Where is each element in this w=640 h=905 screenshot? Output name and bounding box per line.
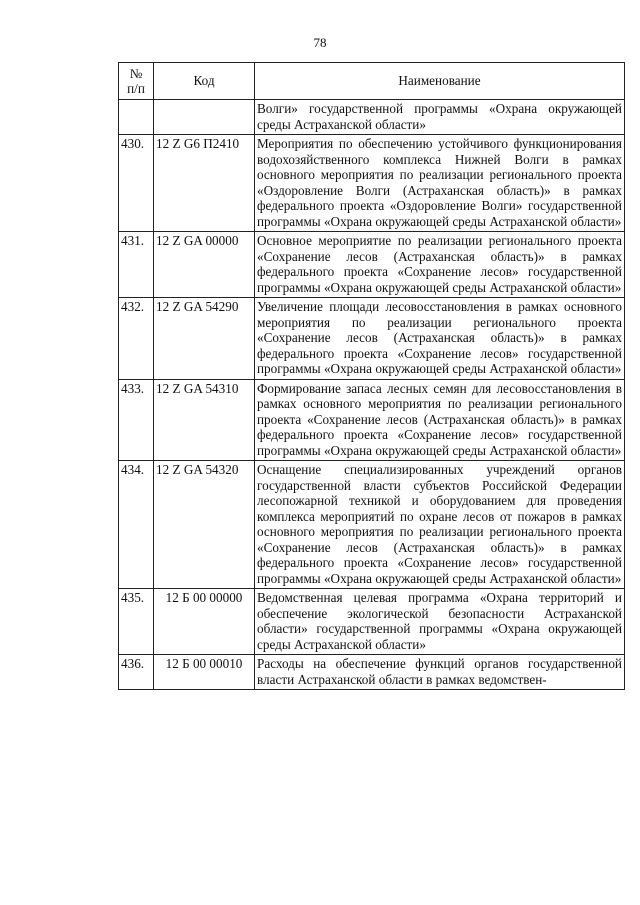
row-code: 12 Z G6 П2410 xyxy=(154,135,255,232)
row-code: 12 Z GA 00000 xyxy=(154,232,255,298)
row-name: Волги» государственной программы «Охрана окружающей среды Астраханской области» xyxy=(255,100,625,135)
page-number: 78 xyxy=(313,35,327,50)
row-code xyxy=(154,100,255,135)
header-number-abbr: п/п xyxy=(127,80,145,96)
table-header-row xyxy=(119,63,625,100)
header-number-symbol: № xyxy=(129,65,143,81)
header-name: Наименование xyxy=(255,63,625,100)
row-number: 432. xyxy=(119,298,154,380)
row-code: 12 Z GA 54320 xyxy=(154,461,255,589)
row-number: 436. xyxy=(119,655,154,690)
row-name: Формирование запаса лесных семян для лесовосстановления в рамках основного мероприятия по реализации регионального проекта «Сохранение лесов (Астраханская область)» в рамках федерального проекта «Сохранение лесов» государственной программы «Охрана окружающей среды Астраханской области» xyxy=(255,379,625,461)
table-row xyxy=(119,100,625,135)
row-code: 12 Б 00 00010 xyxy=(154,655,255,690)
row-number: 434. xyxy=(119,461,154,589)
row-number: 433. xyxy=(119,379,154,461)
header-number xyxy=(119,63,154,100)
table-row xyxy=(119,379,625,461)
table-row xyxy=(119,589,625,655)
row-name: Оснащение специализированных учреждений органов государственной власти субъектов Российской Федерации лесопожарной техникой и оборудованием для проведения комплекса мероприятий по охране лесов от пожаров в рамках основного мероприятия по реализации регионального проекта «Сохранение лесов (Астраханская область)» в рамках федерального проекта «Сохранение лесов» государственной программы «Охрана окружающей среды Астраханской области» xyxy=(255,461,625,589)
row-number: 431. xyxy=(119,232,154,298)
table-row xyxy=(119,135,625,232)
row-name: Расходы на обеспечение функций органов государственной власти Астраханской области в рамках ведомствен- xyxy=(255,655,625,690)
row-name: Ведомственная целевая программа «Охрана территорий и обеспечение экологической безопасности Астраханской области» государственной программы «Охрана окружающей среды Астраханской области» xyxy=(255,589,625,655)
row-code: 12 Z GA 54290 xyxy=(154,298,255,380)
row-name: Увеличение площади лесовосстановления в рамках основного мероприятия по реализации регионального проекта «Сохранение лесов (Астраханская область)» в рамках федерального проекта «Сохранение лесов» государственной программы «Охрана окружающей среды Астраханской области» xyxy=(255,298,625,380)
header-code: Код xyxy=(154,63,255,100)
table-row xyxy=(119,232,625,298)
budget-classification-table xyxy=(118,62,625,690)
table-row xyxy=(119,461,625,589)
row-name: Основное мероприятие по реализации регионального проекта «Сохранение лесов (Астраханская область)» в рамках федерального проекта «Сохранение лесов» государственной программы «Охрана окружающей среды Астраханской области» xyxy=(255,232,625,298)
row-code: 12 Б 00 00000 xyxy=(154,589,255,655)
row-number xyxy=(119,100,154,135)
row-name: Мероприятия по обеспечению устойчивого функционирования водохозяйственного комплекса Нижней Волги в рамках основного мероприятия по реализации регионального проекта «Оздоровление Волги (Астраханская область)» в рамках федерального проекта «Оздоровление Волги» государственной программы «Охрана окружающей среды Астраханской области» xyxy=(255,135,625,232)
row-number: 430. xyxy=(119,135,154,232)
row-number: 435. xyxy=(119,589,154,655)
row-code: 12 Z GA 54310 xyxy=(154,379,255,461)
table-row xyxy=(119,655,625,690)
table-row xyxy=(119,298,625,380)
